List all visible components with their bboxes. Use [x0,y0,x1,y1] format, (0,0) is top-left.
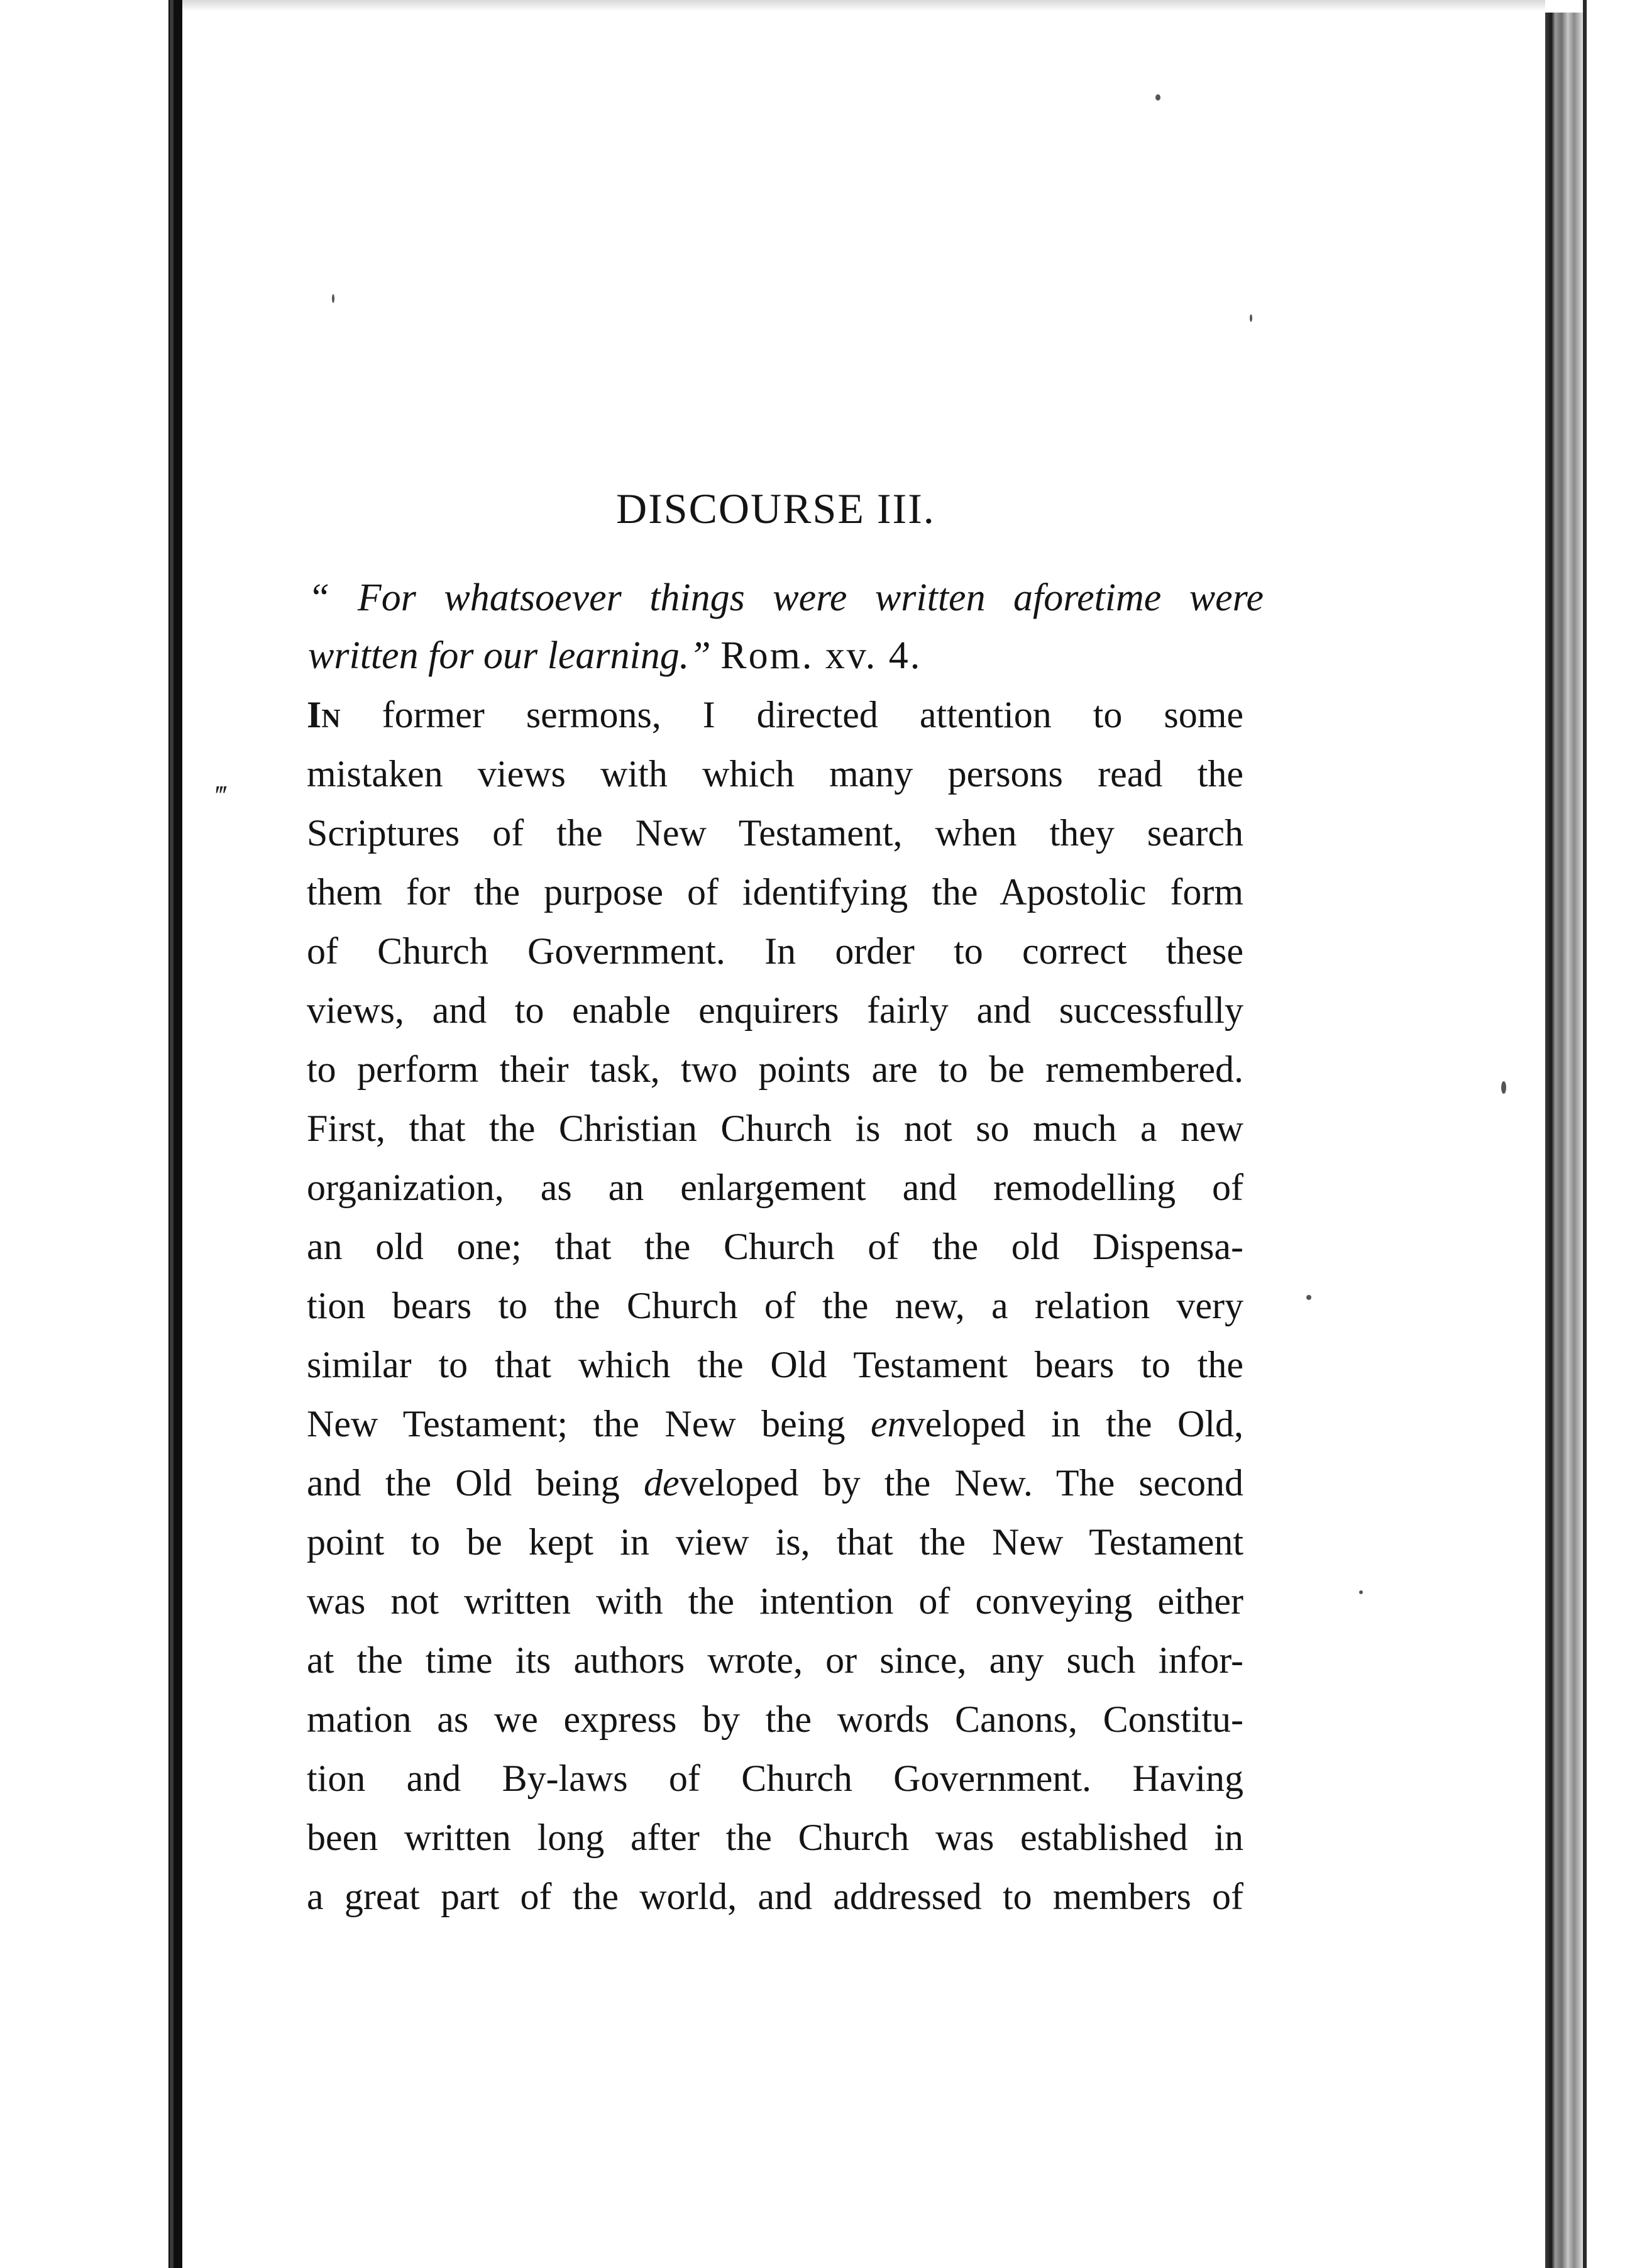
text-line: been written long after the Church was established in [307,1817,1243,1858]
paper-speck [1306,1295,1311,1300]
page-stack-line [1583,0,1587,2268]
text-line: tion and By-laws of Church Government. Having [307,1758,1243,1799]
paper-speck [1250,314,1252,322]
epigraph-quote-part2: written for our learning.” [308,634,711,677]
text-line: mation as we express by the words Canons, Constitu- [307,1698,1243,1740]
text-line: a great part of the world, and addressed to members of [307,1876,1243,1917]
page-stack-band [1545,13,1584,2268]
page-top-shadow [182,0,1545,11]
text-fragment: and the Old being [307,1462,644,1504]
epigraph [308,569,1264,685]
text-line: of Church Government. In order to correct these [307,930,1243,972]
text-line: Scriptures of the New Testament, when they search [307,812,1243,854]
italic-fragment: en [870,1403,906,1445]
text-line: them for the purpose of identifying the Apostolic form [307,871,1243,913]
text-line: mistaken views with which many persons read the [307,753,1243,795]
text-line [307,1394,1243,1453]
scripture-reference: Rom. xv. 4. [720,634,922,677]
text-line: tion bears to the Church of the new, a relation very [307,1285,1243,1326]
text-line: an old one; that the Church of the old Dispensa- [307,1226,1243,1267]
text-line: point to be kept in view is, that the New Testament [307,1521,1243,1563]
paper-speck [1359,1590,1363,1594]
text-line: similar to that which the Old Testament bears to the [307,1344,1243,1385]
text-line: views, and to enable enquirers fairly and successfully [307,989,1243,1031]
text-line: First, that the Christian Church is not so much a new [307,1108,1243,1149]
epigraph-quote-part1: “ For whatsoever things were written aforetime were [308,576,1264,619]
body-paragraph [307,685,1243,1926]
page-stack-edge [1545,0,1642,2268]
text-line [307,1453,1243,1512]
paper-speck [1501,1081,1506,1094]
epigraph-line [308,569,1264,627]
epigraph-line [308,627,1264,685]
paper-speck [1155,94,1160,101]
text-line: organization, as an enlargement and remodelling of [307,1167,1243,1208]
text-fragment: New Testament; the New being [307,1403,871,1445]
facing-page-margin [0,0,168,2268]
italic-fragment: de [643,1462,680,1504]
text-line-content: former sermons, I directed attention to some [340,694,1243,735]
binding-edge [168,0,182,2268]
drop-cap: In [307,694,341,735]
text-line [307,685,1243,744]
margin-mark: ‴ [214,780,226,811]
paper-speck [332,294,334,303]
text-fragment: veloped by the New. The second [679,1462,1243,1504]
text-line: was not written with the intention of conveying either [307,1580,1243,1622]
chapter-heading: DISCOURSE III. [616,485,935,532]
text-line: at the time its authors wrote, or since, any such infor- [307,1639,1243,1681]
text-fragment: veloped in the Old, [906,1403,1243,1445]
text-line: to perform their task, two points are to be remembered. [307,1049,1243,1090]
